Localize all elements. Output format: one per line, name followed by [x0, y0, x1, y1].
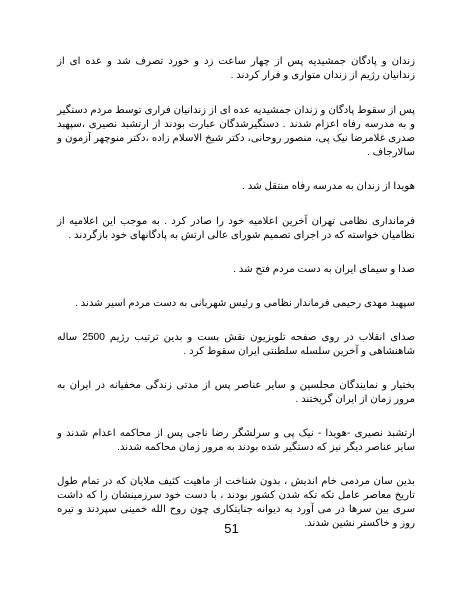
paragraph-martial-law-announcement: فرمانداری نظامی تهران آخرین اعلامیه خود را صادر کرد . به موجب این اعلامیه از نظامیان خواسته که در اجرای تصمیم شورای عالی ارتش به پادگانهای خود بازگردند .	[57, 216, 415, 241]
page-body	[57, 55, 415, 531]
paragraph-executions: ارتشبد نصیری -هویدا - نیک پی و سرلشگر رضا ناجی پس از محاکمه اعدام شدند و سایر عناصر دیگر نیز که دستگیر شده بودند به مرور زمان محاکمه شدند.	[57, 428, 415, 453]
page-number: 51	[224, 521, 239, 536]
paragraph-jamshidiyeh-fall: زندان و پادگان جمشیدیه پس از چهار ساعت زد و خورد تصرف شد و عده ای از زندانیان رژیم از زندان متواری و فرار کردند .	[57, 56, 415, 81]
paragraph-radio-tv-captured: صدا و سیمای ایران به دست مردم فتح شد .	[233, 264, 415, 275]
paragraph-conclusion: بدین سان مردمی خام اندیش ، بدون شناخت از ماهیت کثیف ملایان که در تمام طول تاریخ معاصر عامل تکه تکه شدن کشور بودند ، با دست خود سرزمینشان را که داشت سری بین سرها در می آورد به دیوانه جنایتکاری چون روح الله خمینی سپردند و تیره روز و خاکستر نشین شدند.	[57, 476, 415, 529]
paragraph-bakhtiar-escape: بختیار و نمایندگان مجلسین و سایر عناصر پس از مدتی زندگی مخفیانه در ایران به مرور زمان از ایران گریختند .	[57, 380, 415, 405]
paragraph-regime-fall: صدای انقلاب در روی صفحه تلویزیون نقش بست و بدین ترتیب رژیم 2500 ساله شاهنشاهی و آخرین سلسله سلطنتی ایران سقوط کرد .	[57, 332, 416, 357]
paragraph-arrests: پس از سقوط پادگان و زندان جمشیدیه عده ای از زندانیان فراری توسط مردم دستگیر و به مدرسه رفاه اعزام شدند . دستگیرشدگان عبارت بودند از ارتشبد نصیری ،سپهبد صدری غلامرضا نیک پی، منصور روحانی، دکتر شیخ الاسلام زاده ،دکتر منوچهر آزمون و سالارجاف .	[57, 105, 415, 158]
paragraph-hoveyda-transfer: هویدا از زندان به مدرسه رفاه منتقل شد .	[242, 181, 415, 192]
paragraph-rahimi-captured: سپهبد مهدی رحیمی فرماندار نظامی و رئیس شهربانی به دست مردم اسیر شدند .	[74, 298, 415, 309]
